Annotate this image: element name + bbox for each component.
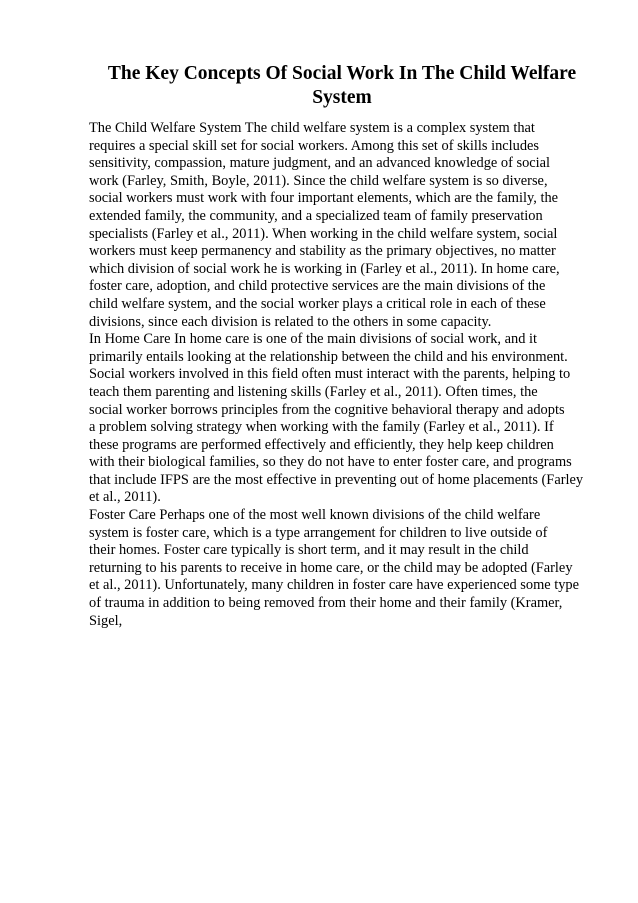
text-line: teach them parenting and listening skills (Farley et al., 2011). Often times, the [89, 383, 538, 400]
text-line: social worker borrows principles from the cognitive behavioral therapy and adopts [89, 401, 565, 418]
text-line: The Child Welfare System The child welfare system is a complex system that [89, 120, 535, 136]
text-line: Social workers involved in this field often must interact with the parents, helping to [89, 366, 571, 383]
text-line: a problem solving strategy when working with the family (Farley et al., 2011). If [89, 419, 554, 436]
text-line: which division of social work he is working in (Farley et al., 2011). In home care, [89, 260, 560, 277]
text-line: sensitivity, compassion, mature judgment, and an advanced knowledge of social [89, 155, 551, 172]
text-line: extended family, the community, and a specialized team of family preservation [89, 207, 543, 224]
text-line: foster care, adoption, and child protective services are the main divisions of the [89, 278, 546, 295]
text-line: primarily entails looking at the relationship between the child and his environment. [89, 348, 568, 365]
text-line: Foster Care Perhaps one of the most well known divisions of the child welfare [89, 507, 541, 524]
text-line: specialists (Farley et al., 2011). When working in the child welfare system, social [89, 225, 558, 242]
text-line: social workers must work with four important elements, which are the family, the [89, 190, 559, 207]
text-line: their homes. Foster care typically is short term, and it may result in the child [89, 542, 529, 559]
text-line: requires a special skill set for social workers. Among this set of skills includes [89, 137, 540, 154]
document-title: The Key Concepts Of Social Work In The Child Welfare System [107, 63, 577, 108]
text-line: child welfare system, and the social worker plays a critical role in each of these [89, 295, 546, 312]
text-line: that include IFPS are the most effective in preventing out of home placements (Farley [89, 471, 584, 488]
text-line: divisions, since each division is related to the others in some capacity. [89, 313, 492, 330]
text-line: workers must keep permanency and stability as the primary objectives, no matter [89, 243, 556, 260]
text-line: et al., 2011). [89, 489, 161, 506]
text-line: et al., 2011). Unfortunately, many children in foster care have experienced some type [89, 577, 580, 594]
text-line: In Home Care In home care is one of the main divisions of social work, and it [89, 331, 537, 348]
text-line: Sigel, [89, 612, 123, 629]
text-line: system is foster care, which is a type arrangement for children to live outside of [89, 524, 548, 541]
text-line: with their biological families, so they do not have to enter foster care, and programs [89, 454, 572, 471]
text-line: returning to his parents to receive in home care, or the child may be adopted (Farley [89, 559, 573, 576]
paragraph-foster-care [89, 507, 593, 630]
paragraph-in-home-care [89, 331, 593, 507]
text-line: these programs are performed effectively and efficiently, they help keep children [89, 436, 554, 453]
document-body [89, 120, 593, 630]
text-line: of trauma in addition to being removed from their home and their family (Kramer, [89, 595, 563, 612]
paragraph-child-welfare-system [89, 120, 593, 331]
text-line: work (Farley, Smith, Boyle, 2011). Since the child welfare system is so diverse, [89, 172, 548, 189]
